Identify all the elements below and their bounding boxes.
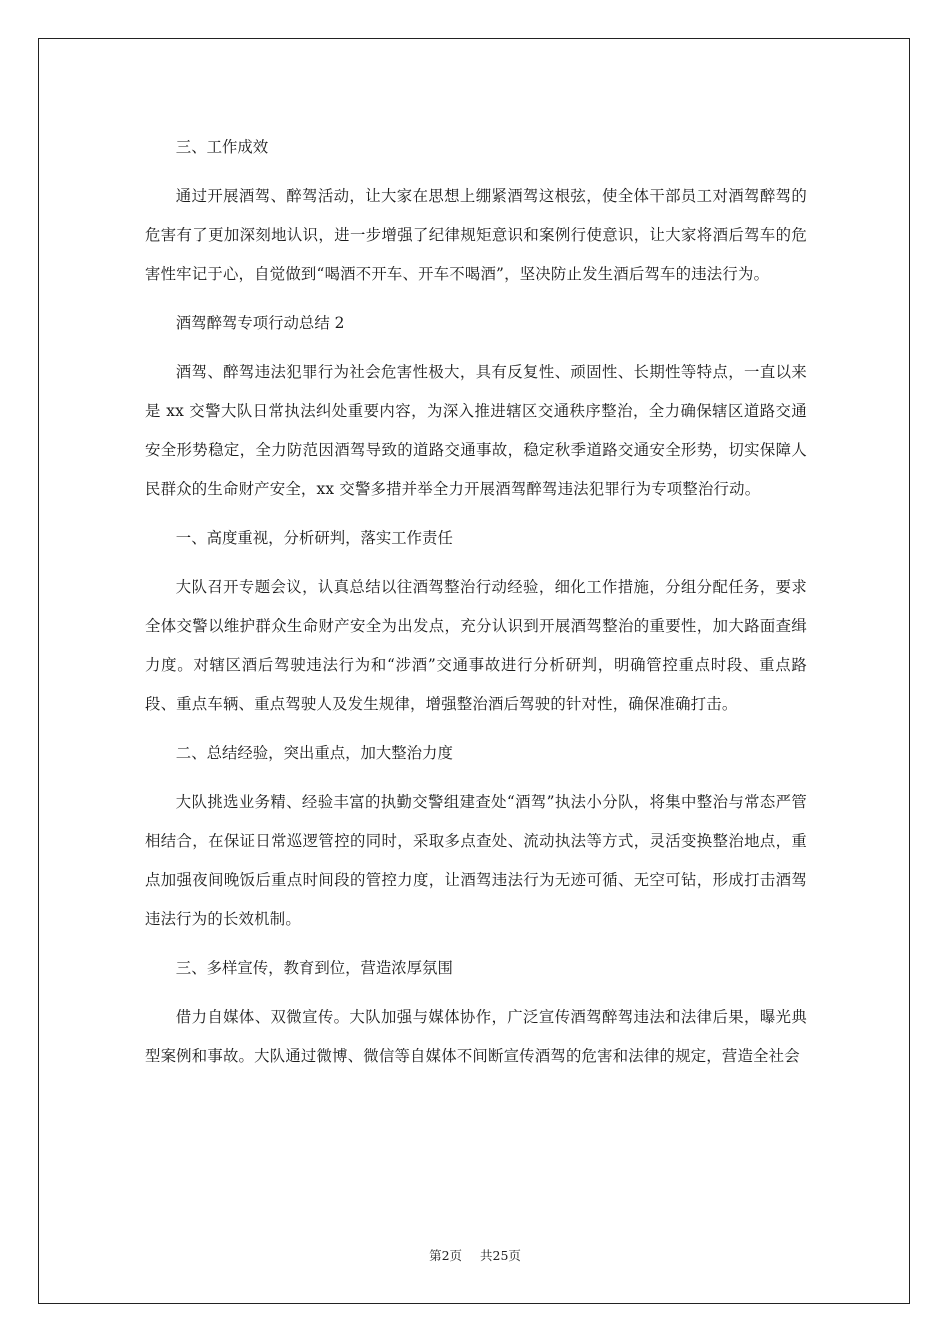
section-heading-1: 一、高度重视，分析研判，落实工作责任 [175,529,453,547]
section-heading-3: 三、多样宣传，教育到位，营造浓厚氛围 [175,959,453,977]
paragraph-section-2: 大队挑选业务精、经验丰富的执勤交警组建查处“酒驾”执法小分队，将集中整治与常态严管相结合，在保证日常巡逻管控的同时，采取多点查处、流动执法等方式，灵活变换整治地点，重点加强夜间晚饭后重点时间段的管控力度，让酒驾违法行为无迹可循、无空可钻，形成打击酒驾违法行为的长效机制。 [145,793,807,928]
page-total: 共25页 [480,1248,521,1263]
page-number: 第2页 [429,1248,463,1263]
section-heading-2: 二、总结经验，突出重点，加大整治力度 [175,744,453,762]
page-footer [0,1246,950,1264]
document-body [145,128,807,1076]
document-subtitle: 酒驾醉驾专项行动总结 2 [175,314,345,332]
paragraph-intro: 酒驾、醉驾违法犯罪行为社会危害性极大，具有反复性、顽固性、长期性等特点，一直以来是 xx 交警大队日常执法纠处重要内容，为深入推进辖区交通秩序整治，全力确保辖区道路交通安全形势稳定，全力防范因酒驾导致的道路交通事故，稳定秋季道路交通安全形势，切实保障人民群众的生命财产安全，xx 交警多措并举全力开展酒驾醉驾违法犯罪行为专项整治行动。 [145,363,807,498]
paragraph-work-results: 通过开展酒驾、醉驾活动，让大家在思想上绷紧酒驾这根弦，使全体干部员工对酒驾醉驾的危害有了更加深刻地认识，进一步增强了纪律规矩意识和案例行使意识，让大家将酒后驾车的危害性牢记于心，自觉做到“喝酒不开车、开车不喝酒”，坚决防止发生酒后驾车的违法行为。 [145,187,807,283]
section-heading-work-results: 三、工作成效 [175,138,269,156]
paragraph-section-3: 借力自媒体、双微宣传。大队加强与媒体协作，广泛宣传酒驾醉驾违法和法律后果，曝光典型案例和事故。大队通过微博、微信等自媒体不间断宣传酒驾的危害和法律的规定，营造全社会 [145,1008,807,1065]
paragraph-section-1: 大队召开专题会议，认真总结以往酒驾整治行动经验，细化工作措施，分组分配任务，要求全体交警以维护群众生命财产安全为出发点，充分认识到开展酒驾整治的重要性，加大路面查缉力度。对辖区酒后驾驶违法行为和“涉酒”交通事故进行分析研判，明确管控重点时段、重点路段、重点车辆、重点驾驶人及发生规律，增强整治酒后驾驶的针对性，确保准确打击。 [145,578,807,713]
